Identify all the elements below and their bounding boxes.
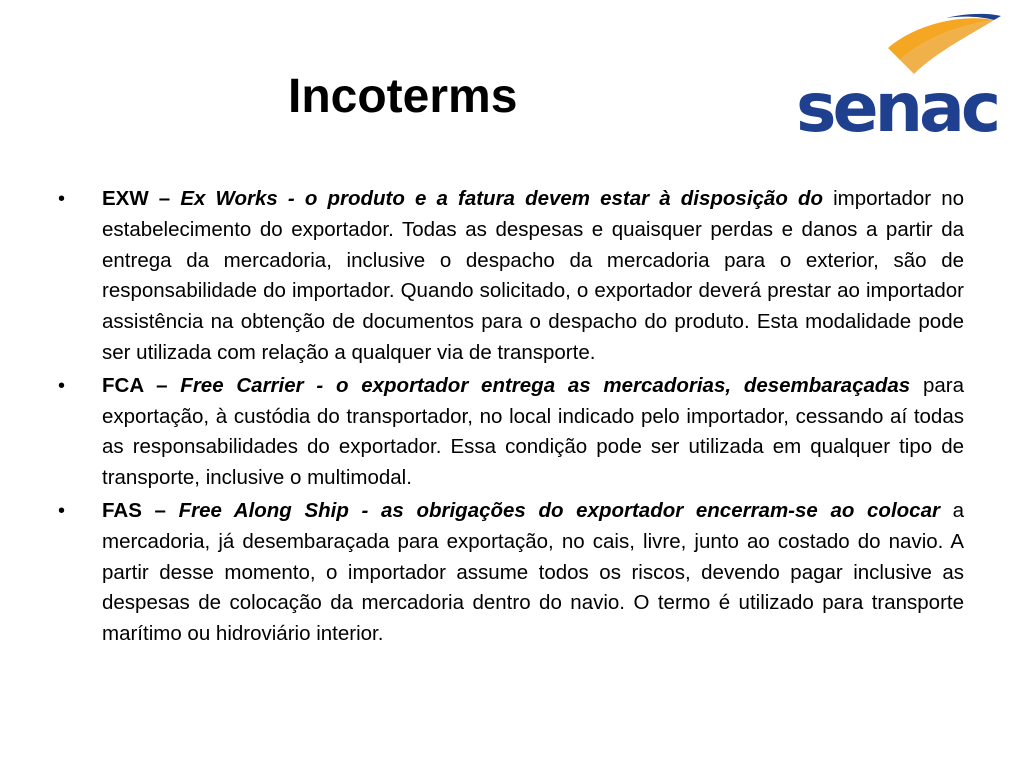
bullet-marker: • (58, 499, 66, 522)
term-dash: – (148, 187, 181, 210)
term-lead: Ex Works - o produto e a fatura devem estar à disposição do (180, 187, 823, 210)
term-description: importador no estabelecimento do exportador. Todas as despesas e quaisquer perdas e danos a partir da entrega da mercadoria, inclusive o despacho da mercadoria para o exterior, são de responsabilidade do importador. Quando solicitado, o exportador deverá prestar ao importador assistência na obtenção de documentos para o despacho do produto. Esta modalidade pode ser utilizada com relação a qualquer via de transporte. (102, 187, 965, 364)
senac-logo-text: senac (796, 69, 998, 148)
term-label: FCA (102, 373, 144, 397)
term-dash: – (141, 498, 179, 522)
term-description: a mercadoria, já desembaraçada para exportação, no cais, livre, junto ao costado do navio. A partir desse momento, o importador assume todos os riscos, devendo pagar inclusive as despesas de colocação da mercadoria dentro do navio. O termo é utilizado para transporte marítimo ou hidroviário interior. (102, 498, 964, 646)
term-dash: – (143, 373, 181, 397)
bullet-fas (58, 496, 964, 650)
bullet-marker: • (58, 374, 66, 397)
senac-logo (796, 10, 1016, 148)
bullet-exw (58, 184, 964, 369)
term-description: para exportação, à custódia do transportador, no local indicado pelo importador, cessando aí todas as responsabilidades do exportador. Essa condição pode ser utilizada em qualquer tipo de transporte, inclusive o multimodal. (102, 373, 964, 490)
slide-title: Incoterms (288, 70, 518, 123)
bullet-fca (58, 371, 964, 494)
term-lead: Free Carrier - o exportador entrega as mercadorias, desembaraçadas (180, 373, 911, 397)
term-label: EXW (102, 187, 149, 210)
term-lead: Free Along Ship - as obrigações do exportador encerram-se ao colocar (178, 498, 940, 522)
term-label: FAS (102, 498, 142, 522)
bullet-marker: • (58, 188, 66, 210)
bullet-list (58, 184, 964, 652)
